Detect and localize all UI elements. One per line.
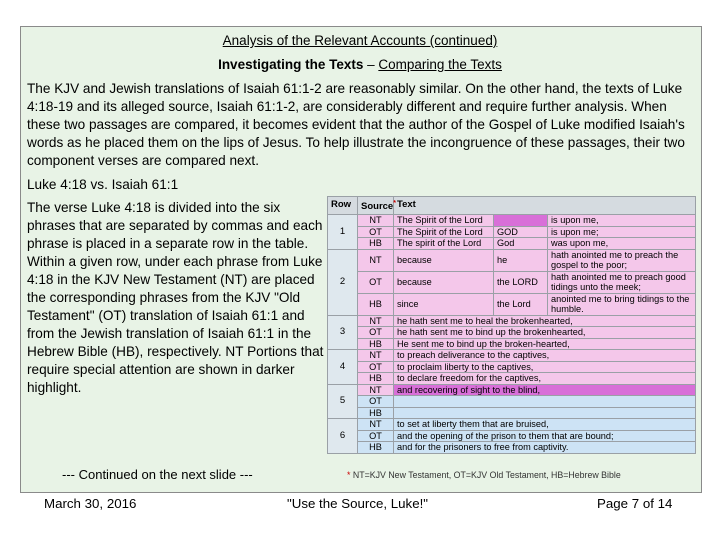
table-row bbox=[328, 396, 696, 408]
slide-subtitle bbox=[0, 57, 720, 72]
source-cell: HB bbox=[358, 407, 394, 419]
text-cell: he hath sent me to heal the brokenhearted, bbox=[394, 315, 696, 327]
footer-title: "Use the Source, Luke!" bbox=[287, 496, 429, 511]
table-row bbox=[328, 226, 696, 238]
source-cell: OT bbox=[358, 226, 394, 238]
intro-paragraph: The KJV and Jewish translations of Isaiah 61:1-2 are reasonably similar. On the other hand, the texts of Luke 4:18-19 and its alleged source, Isaiah 61:1-2, are considerably different and require further analysis. When these two passages are compared, it becomes evident that the author of the Gospel of Luke modified Isaiah's words as he placed them on the lips of Jesus. To help illustrate the incongruence of these passages, their two component verses are compared next. bbox=[27, 81, 685, 168]
table-row bbox=[328, 419, 696, 431]
text-cell-highlight bbox=[494, 215, 548, 227]
text-cell: to proclaim liberty to the captives, bbox=[394, 361, 696, 373]
table-row bbox=[328, 271, 696, 293]
source-cell: NT bbox=[358, 350, 394, 362]
table-row bbox=[328, 215, 696, 227]
text-cell: he hath sent me to bind up the brokenhearted, bbox=[394, 327, 696, 339]
source-cell: NT bbox=[358, 249, 394, 271]
source-cell: OT bbox=[358, 361, 394, 373]
source-cell: HB bbox=[358, 373, 394, 385]
table-row bbox=[328, 350, 696, 362]
text-cell: hath anointed me to preach good tidings unto the meek; bbox=[548, 271, 696, 293]
table-row bbox=[328, 361, 696, 373]
table-row bbox=[328, 430, 696, 442]
header-text: Text bbox=[394, 197, 696, 215]
source-cell: NT bbox=[358, 315, 394, 327]
text-cell: the Lord bbox=[494, 293, 548, 315]
source-cell: HB bbox=[358, 293, 394, 315]
row-number: 4 bbox=[328, 350, 358, 385]
text-cell: since bbox=[394, 293, 494, 315]
source-cell: HB bbox=[358, 442, 394, 454]
text-cell: The spirit of the Lord bbox=[394, 238, 494, 250]
text-cell: to declare freedom for the captives, bbox=[394, 373, 696, 385]
text-cell bbox=[394, 396, 696, 408]
text-cell: and for the prisoners to free from captivity. bbox=[394, 442, 696, 454]
row-number: 1 bbox=[328, 215, 358, 250]
subtitle-underlined: Comparing the Texts bbox=[378, 57, 502, 72]
text-cell: anointed me to bring tidings to the humble. bbox=[548, 293, 696, 315]
table-row bbox=[328, 373, 696, 385]
table-row bbox=[328, 407, 696, 419]
text-cell: is upon me, bbox=[548, 215, 696, 227]
text-cell: GOD bbox=[494, 226, 548, 238]
footer-page-number: Page 7 of 14 bbox=[597, 496, 673, 511]
table-row bbox=[328, 442, 696, 454]
text-cell: the LORD bbox=[494, 271, 548, 293]
text-cell: to set at liberty them that are bruised, bbox=[394, 419, 696, 431]
header-row: Row bbox=[328, 197, 358, 215]
text-cell bbox=[394, 407, 696, 419]
header-source: Source* bbox=[358, 197, 394, 215]
comparison-table bbox=[327, 196, 696, 454]
explanation-text: The verse Luke 4:18 is divided into the six phrases that are separated by commas and each phrase is placed in a separate row in the table. Within a given row, under each phrase from Luke 4:18 in the KJV New Testament (NT) are placed the corresponding phrases from the KJV "Old Testament" (OT) translation of Isaiah 61:1 and from the Jewish translation of Isaiah 61:1 in the Hebrew Bible (HB), respectively. NT Portions that require special attention are shown in darker highlight. bbox=[27, 200, 324, 395]
text-cell: and the opening of the prison to them that are bound; bbox=[394, 430, 696, 442]
row-number: 6 bbox=[328, 419, 358, 454]
text-cell: to preach deliverance to the captives, bbox=[394, 350, 696, 362]
text-cell: hath anointed me to preach the gospel to the poor; bbox=[548, 249, 696, 271]
table-row bbox=[328, 327, 696, 339]
table-row bbox=[328, 293, 696, 315]
row-number: 2 bbox=[328, 249, 358, 315]
text-cell: because bbox=[394, 271, 494, 293]
text-cell: The Spirit of the Lord bbox=[394, 226, 494, 238]
source-cell: NT bbox=[358, 384, 394, 396]
source-cell: HB bbox=[358, 338, 394, 350]
source-cell: HB bbox=[358, 238, 394, 250]
text-cell: He sent me to bind up the broken-hearted, bbox=[394, 338, 696, 350]
text-cell-highlight: and recovering of sight to the blind, bbox=[394, 384, 696, 396]
source-cell: OT bbox=[358, 271, 394, 293]
table-footnote: * NT=KJV New Testament, OT=KJV Old Testament, HB=Hebrew Bible bbox=[347, 470, 621, 480]
row-number: 3 bbox=[328, 315, 358, 350]
subtitle-bold: Investigating the Texts bbox=[218, 57, 364, 72]
table-row bbox=[328, 238, 696, 250]
text-cell: God bbox=[494, 238, 548, 250]
text-cell: because bbox=[394, 249, 494, 271]
table-row bbox=[328, 338, 696, 350]
text-cell: is upon me; bbox=[548, 226, 696, 238]
table-row bbox=[328, 384, 696, 396]
source-cell: OT bbox=[358, 396, 394, 408]
footer-date: March 30, 2016 bbox=[44, 496, 137, 511]
text-cell: The Spirit of the Lord bbox=[394, 215, 494, 227]
section-heading: Luke 4:18 vs. Isaiah 61:1 bbox=[27, 177, 179, 192]
subtitle-separator: – bbox=[363, 57, 379, 72]
text-cell: was upon me, bbox=[548, 238, 696, 250]
source-cell: OT bbox=[358, 327, 394, 339]
source-cell: NT bbox=[358, 215, 394, 227]
source-cell: NT bbox=[358, 419, 394, 431]
source-cell: OT bbox=[358, 430, 394, 442]
table-row bbox=[328, 249, 696, 271]
table-row bbox=[328, 315, 696, 327]
continued-note: --- Continued on the next slide --- bbox=[62, 467, 253, 482]
slide-title: Analysis of the Relevant Accounts (continued) bbox=[222, 33, 498, 48]
row-number: 5 bbox=[328, 384, 358, 419]
text-cell: he bbox=[494, 249, 548, 271]
